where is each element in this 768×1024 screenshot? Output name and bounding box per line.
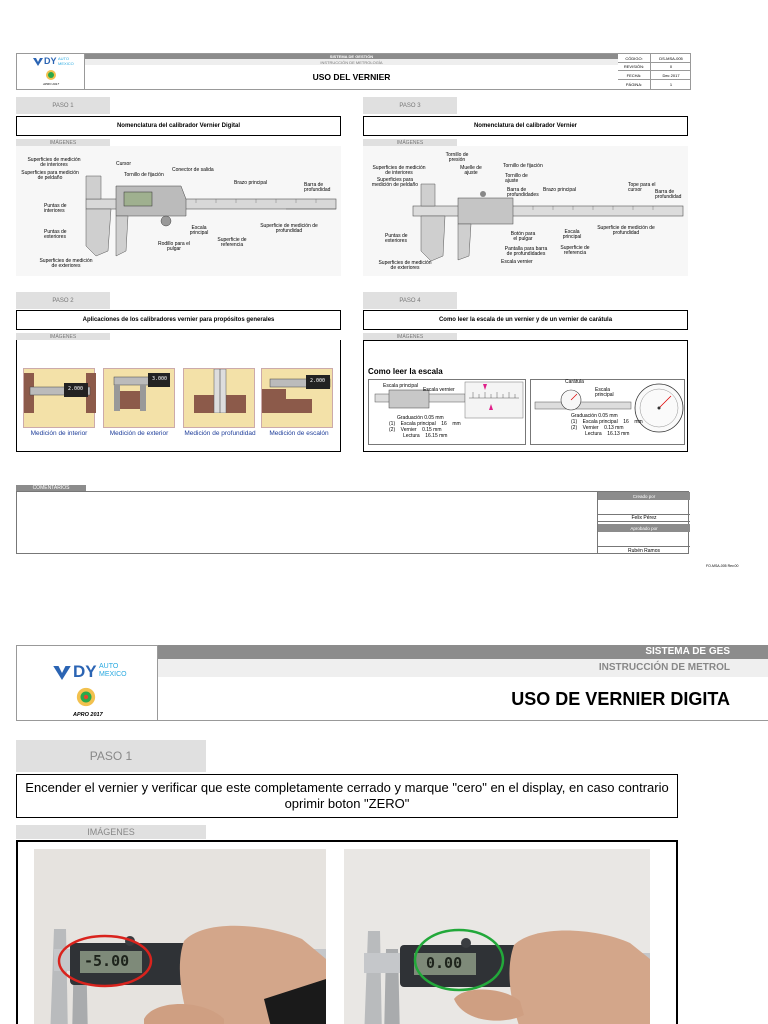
step1-tab: PASO 1 xyxy=(16,97,110,114)
dial-table-line: Lectura 16.13 mm xyxy=(585,431,630,437)
step2-tab: PASO 2 xyxy=(16,292,110,309)
page1-instruction-band: INSTRUCCIÓN DE METROLOGÍA xyxy=(85,59,618,65)
photo-display-reading: -5.00 xyxy=(84,952,130,970)
step2-images-tab: IMÁGENES xyxy=(16,333,110,340)
meta-value: Dec 2017 xyxy=(662,72,680,78)
dial-scale-panel xyxy=(530,379,685,445)
page1-title: USO DEL VERNIER xyxy=(312,72,391,82)
vernier-label: Barra de profundidad xyxy=(655,189,682,201)
step3-title: Nomenclatura del calibrador Vernier xyxy=(363,116,688,136)
step1-title: Nomenclatura del calibrador Vernier Digital xyxy=(16,116,341,136)
vernier-label: Tornillo de presión xyxy=(445,152,469,164)
page2-system-band: SISTEMA DE GES xyxy=(158,645,768,659)
page-2 xyxy=(0,640,768,1024)
caliper-label: Escala principal xyxy=(189,225,209,237)
app-reading: 2.000 xyxy=(310,378,326,384)
page1-system-band: SISTEMA DE GESTIÓN xyxy=(85,54,618,59)
dial-label: Carátula xyxy=(565,379,584,385)
caliper-label: Brazo principal xyxy=(234,180,268,186)
app-reading: 2.000 xyxy=(68,386,84,392)
step1-images-tab: IMÁGENES xyxy=(16,139,110,146)
page1-logo xyxy=(17,54,85,89)
caliper-label: Superficies de medición de exteriores xyxy=(39,258,93,270)
app-reading: 3.000 xyxy=(152,376,168,382)
scale-table-line: Graduación 0.05 mm xyxy=(397,415,444,421)
meta-row xyxy=(618,54,691,63)
page2-instruction-band: INSTRUCCIÓN DE METROL xyxy=(158,659,768,677)
step3-tab: PASO 3 xyxy=(363,97,457,114)
page2-photo-box xyxy=(16,840,678,1024)
scale-label: Escala vernier xyxy=(423,387,455,393)
meta-label: PÁGINA: xyxy=(618,80,651,89)
meta-label: FECHA: xyxy=(618,71,651,79)
page1-meta-table xyxy=(618,54,691,89)
step2-title: Aplicaciones de los calibradores vernier para propósitos generales xyxy=(16,310,341,330)
meta-value: DS-MSA-005 xyxy=(659,55,683,61)
approved-by-name: Rubén Ramos xyxy=(598,546,690,554)
vernier-label: Superficies para medición de peldaño xyxy=(371,177,419,189)
logo-text: DY xyxy=(73,662,97,681)
logo-sub1: AUTO xyxy=(99,663,119,670)
app-card-step xyxy=(261,368,333,428)
app-card-depth xyxy=(183,368,255,428)
page2-instruction: Encender el vernier y verificar que este completamente cerrado y marque "cero" en el display, en caso contrario oprimir boton "ZERO" xyxy=(16,774,678,818)
dial-label: Escala principal xyxy=(595,387,614,399)
meta-label: REVISIÓN: xyxy=(618,63,651,71)
scale-table-line: (2) Vernier 0.15 mm xyxy=(389,427,442,433)
logo-sub2: MEXICO xyxy=(99,671,127,678)
logo-sub2: MEXICO xyxy=(58,61,74,66)
page1-header xyxy=(16,53,691,90)
vernier-scale-panel xyxy=(368,379,526,445)
vernier-label: Superficies de medición de exteriores xyxy=(378,260,432,272)
badge-icon xyxy=(75,686,97,708)
vernier-label: Escala vernier xyxy=(501,259,533,265)
vernier-label: Pantalla para barra de profundidades xyxy=(504,246,548,258)
app-caption: Medición de interior xyxy=(30,430,88,437)
caliper-label: Puntas de exteriores xyxy=(44,229,67,241)
caliper-label: Barra de profundidad xyxy=(304,182,331,194)
signature-block xyxy=(597,492,689,554)
meta-row xyxy=(618,71,691,80)
caliper-label: Superficie de referencia xyxy=(217,237,247,249)
logo-mark-icon xyxy=(53,666,71,680)
vernier-label: Tope para el cursor xyxy=(628,182,656,194)
vernier-label: Muelle de ajuste xyxy=(460,165,482,177)
vernier-label: Escala principal xyxy=(562,229,582,241)
step4-images-tab: IMÁGENES xyxy=(363,333,457,340)
dial-table-line: Graduación 0.05 mm xyxy=(571,413,618,419)
created-by-name: Felix Pérez xyxy=(598,514,690,522)
vernier-label: Tornillo de fijación xyxy=(503,163,543,169)
app-caption: Medición de exterior xyxy=(109,430,169,437)
caliper-label: Tornillo de fijación xyxy=(124,172,164,178)
vernier-label: Botón para el pulgar xyxy=(510,231,536,243)
dial-table-line: (2) Vernier 0.13 mm xyxy=(571,425,624,431)
vernier-label: Superficie de medición de profundidad xyxy=(597,225,655,237)
comments-box xyxy=(16,491,689,554)
photo-caliper-zero xyxy=(344,849,650,1024)
reading-title: Como leer la escala xyxy=(368,367,443,376)
dial-table-line: (1) Escala principal 16 mm xyxy=(571,419,643,425)
page2-title: USO DE VERNIER DIGITA xyxy=(158,677,768,721)
interior-measure-icon xyxy=(24,369,96,413)
caliper-label: Superficies para medición de peldaño xyxy=(21,170,79,182)
caliper-label: Rodillo para el pulgar xyxy=(158,241,190,253)
green-highlight-circle xyxy=(412,927,506,993)
step-measure-icon xyxy=(262,369,334,413)
step4-title: Como leer la escala de un vernier y de un vernier de carátula xyxy=(363,310,688,330)
step4-image-box xyxy=(363,340,688,452)
vernier-label: Superficie de referencia xyxy=(560,245,590,257)
vernier-label: Tornillo de ajuste xyxy=(505,173,528,185)
vernier-label: Brazo principal xyxy=(543,187,577,193)
footer-code: FO-MSA-005 Rev.00 xyxy=(706,564,739,568)
step1-image-box xyxy=(16,146,341,276)
meta-value: 0 xyxy=(669,64,673,69)
caliper-label: Superficie de medición de profundidad xyxy=(260,223,318,235)
vernier-label: Puntas de exteriores xyxy=(385,233,408,245)
meta-label: CÓDIGO: xyxy=(618,54,651,62)
meta-row xyxy=(618,63,691,72)
scale-table-line: (1) Escala principal 16 mm xyxy=(389,421,461,427)
photo-caliper-open xyxy=(34,849,326,1024)
approved-by-label: Aprobado por xyxy=(598,524,690,532)
caliper-label: Superficies de medición de interiores xyxy=(27,157,81,169)
caliper-label: Cursor xyxy=(116,161,132,167)
step4-tab: PASO 4 xyxy=(363,292,457,309)
logo-badge-text: APRO 2017 xyxy=(43,82,60,86)
photo-display-reading: 0.00 xyxy=(426,954,463,972)
logo-sub1: AUTO xyxy=(58,56,70,61)
meta-row xyxy=(618,80,691,89)
vernier-label: Superficies de medición de interiores xyxy=(372,165,426,177)
page2-step-tab: PASO 1 xyxy=(16,740,206,772)
app-card-exterior xyxy=(103,368,175,428)
step2-image-box xyxy=(16,340,341,452)
logo-badge-text: APRO 2017 xyxy=(73,712,103,718)
step3-images-tab: IMÁGENES xyxy=(363,139,457,146)
scale-label: Escala principal xyxy=(383,383,419,389)
logo-mark-icon xyxy=(33,58,43,66)
created-by-label: Creado por xyxy=(598,492,690,500)
red-highlight-circle xyxy=(56,933,154,989)
comments-tab: COMENTARIOS xyxy=(16,485,86,491)
caliper-label: Conector de salida xyxy=(172,167,214,173)
vernier-label: Barra de profundidades xyxy=(507,187,539,199)
badge-icon xyxy=(45,69,57,81)
depth-measure-icon xyxy=(184,369,256,413)
app-caption: Medición de escalón xyxy=(269,430,329,437)
page2-images-tab: IMÁGENES xyxy=(16,825,206,839)
meta-value: 1 xyxy=(669,81,673,87)
page2-logo xyxy=(16,645,158,721)
app-card-interior xyxy=(23,368,95,428)
scale-table-line: Lectura 16.15 mm xyxy=(403,433,448,439)
step3-image-box xyxy=(363,146,688,276)
app-caption: Medición de profundidad xyxy=(184,430,256,437)
logo-text: DY xyxy=(44,56,57,66)
page2-header xyxy=(16,645,768,721)
caliper-label: Puntas de interiores xyxy=(44,203,67,215)
